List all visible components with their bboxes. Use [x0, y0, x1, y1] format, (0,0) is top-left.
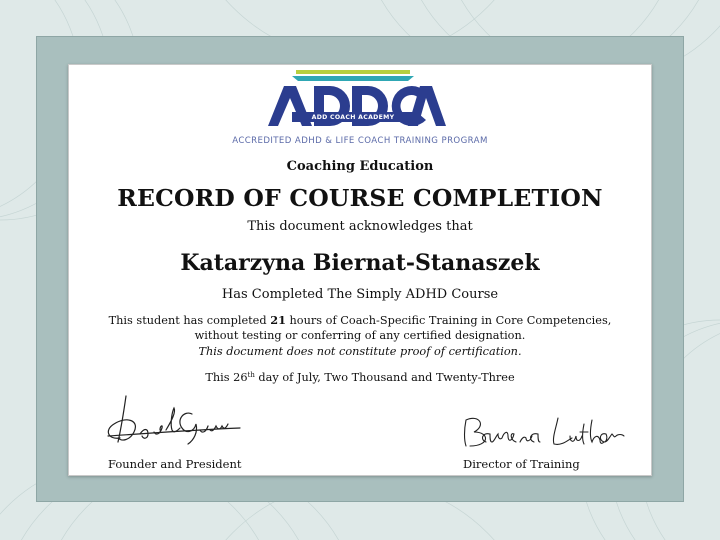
no-testing-statement: without testing or conferring of any certified designation. [194, 329, 526, 342]
date-prefix: This 26 [205, 371, 248, 384]
hours-prefix: This student has completed [108, 314, 271, 327]
course-completed-text: Has Completed The Simply ADHD Course [221, 287, 499, 302]
certificate-title: RECORD OF COURSE COMPLETION [117, 184, 603, 212]
hours-suffix: hours of Coach-Specific Training in Core Competencies, [285, 314, 612, 327]
director-title: Director of Training [463, 457, 580, 471]
director-signature [458, 412, 628, 452]
date-ordinal: th [247, 371, 255, 379]
logo-tagline: ACCREDITED ADHD & LIFE COACH TRAINING PROGRAM [232, 136, 488, 146]
date-suffix: day of July, Two Thousand and Twenty-Three [254, 371, 515, 384]
certification-disclaimer: This document does not constitute proof of certification. [198, 345, 522, 358]
issue-date [68, 371, 652, 384]
recipient-name: Katarzyna Biernat-Stanaszek [180, 250, 540, 276]
logo-wordmark: ADD COACH ACADEMY [311, 114, 395, 121]
hours-value: 21 [270, 313, 286, 327]
acknowledgement-text: This document acknowledges that [247, 219, 473, 234]
founder-signature [100, 390, 250, 450]
addca-logo [258, 68, 448, 132]
founder-title: Founder and President [108, 457, 242, 471]
hours-statement [68, 313, 652, 327]
certificate-subtitle: Coaching Education [286, 159, 434, 174]
